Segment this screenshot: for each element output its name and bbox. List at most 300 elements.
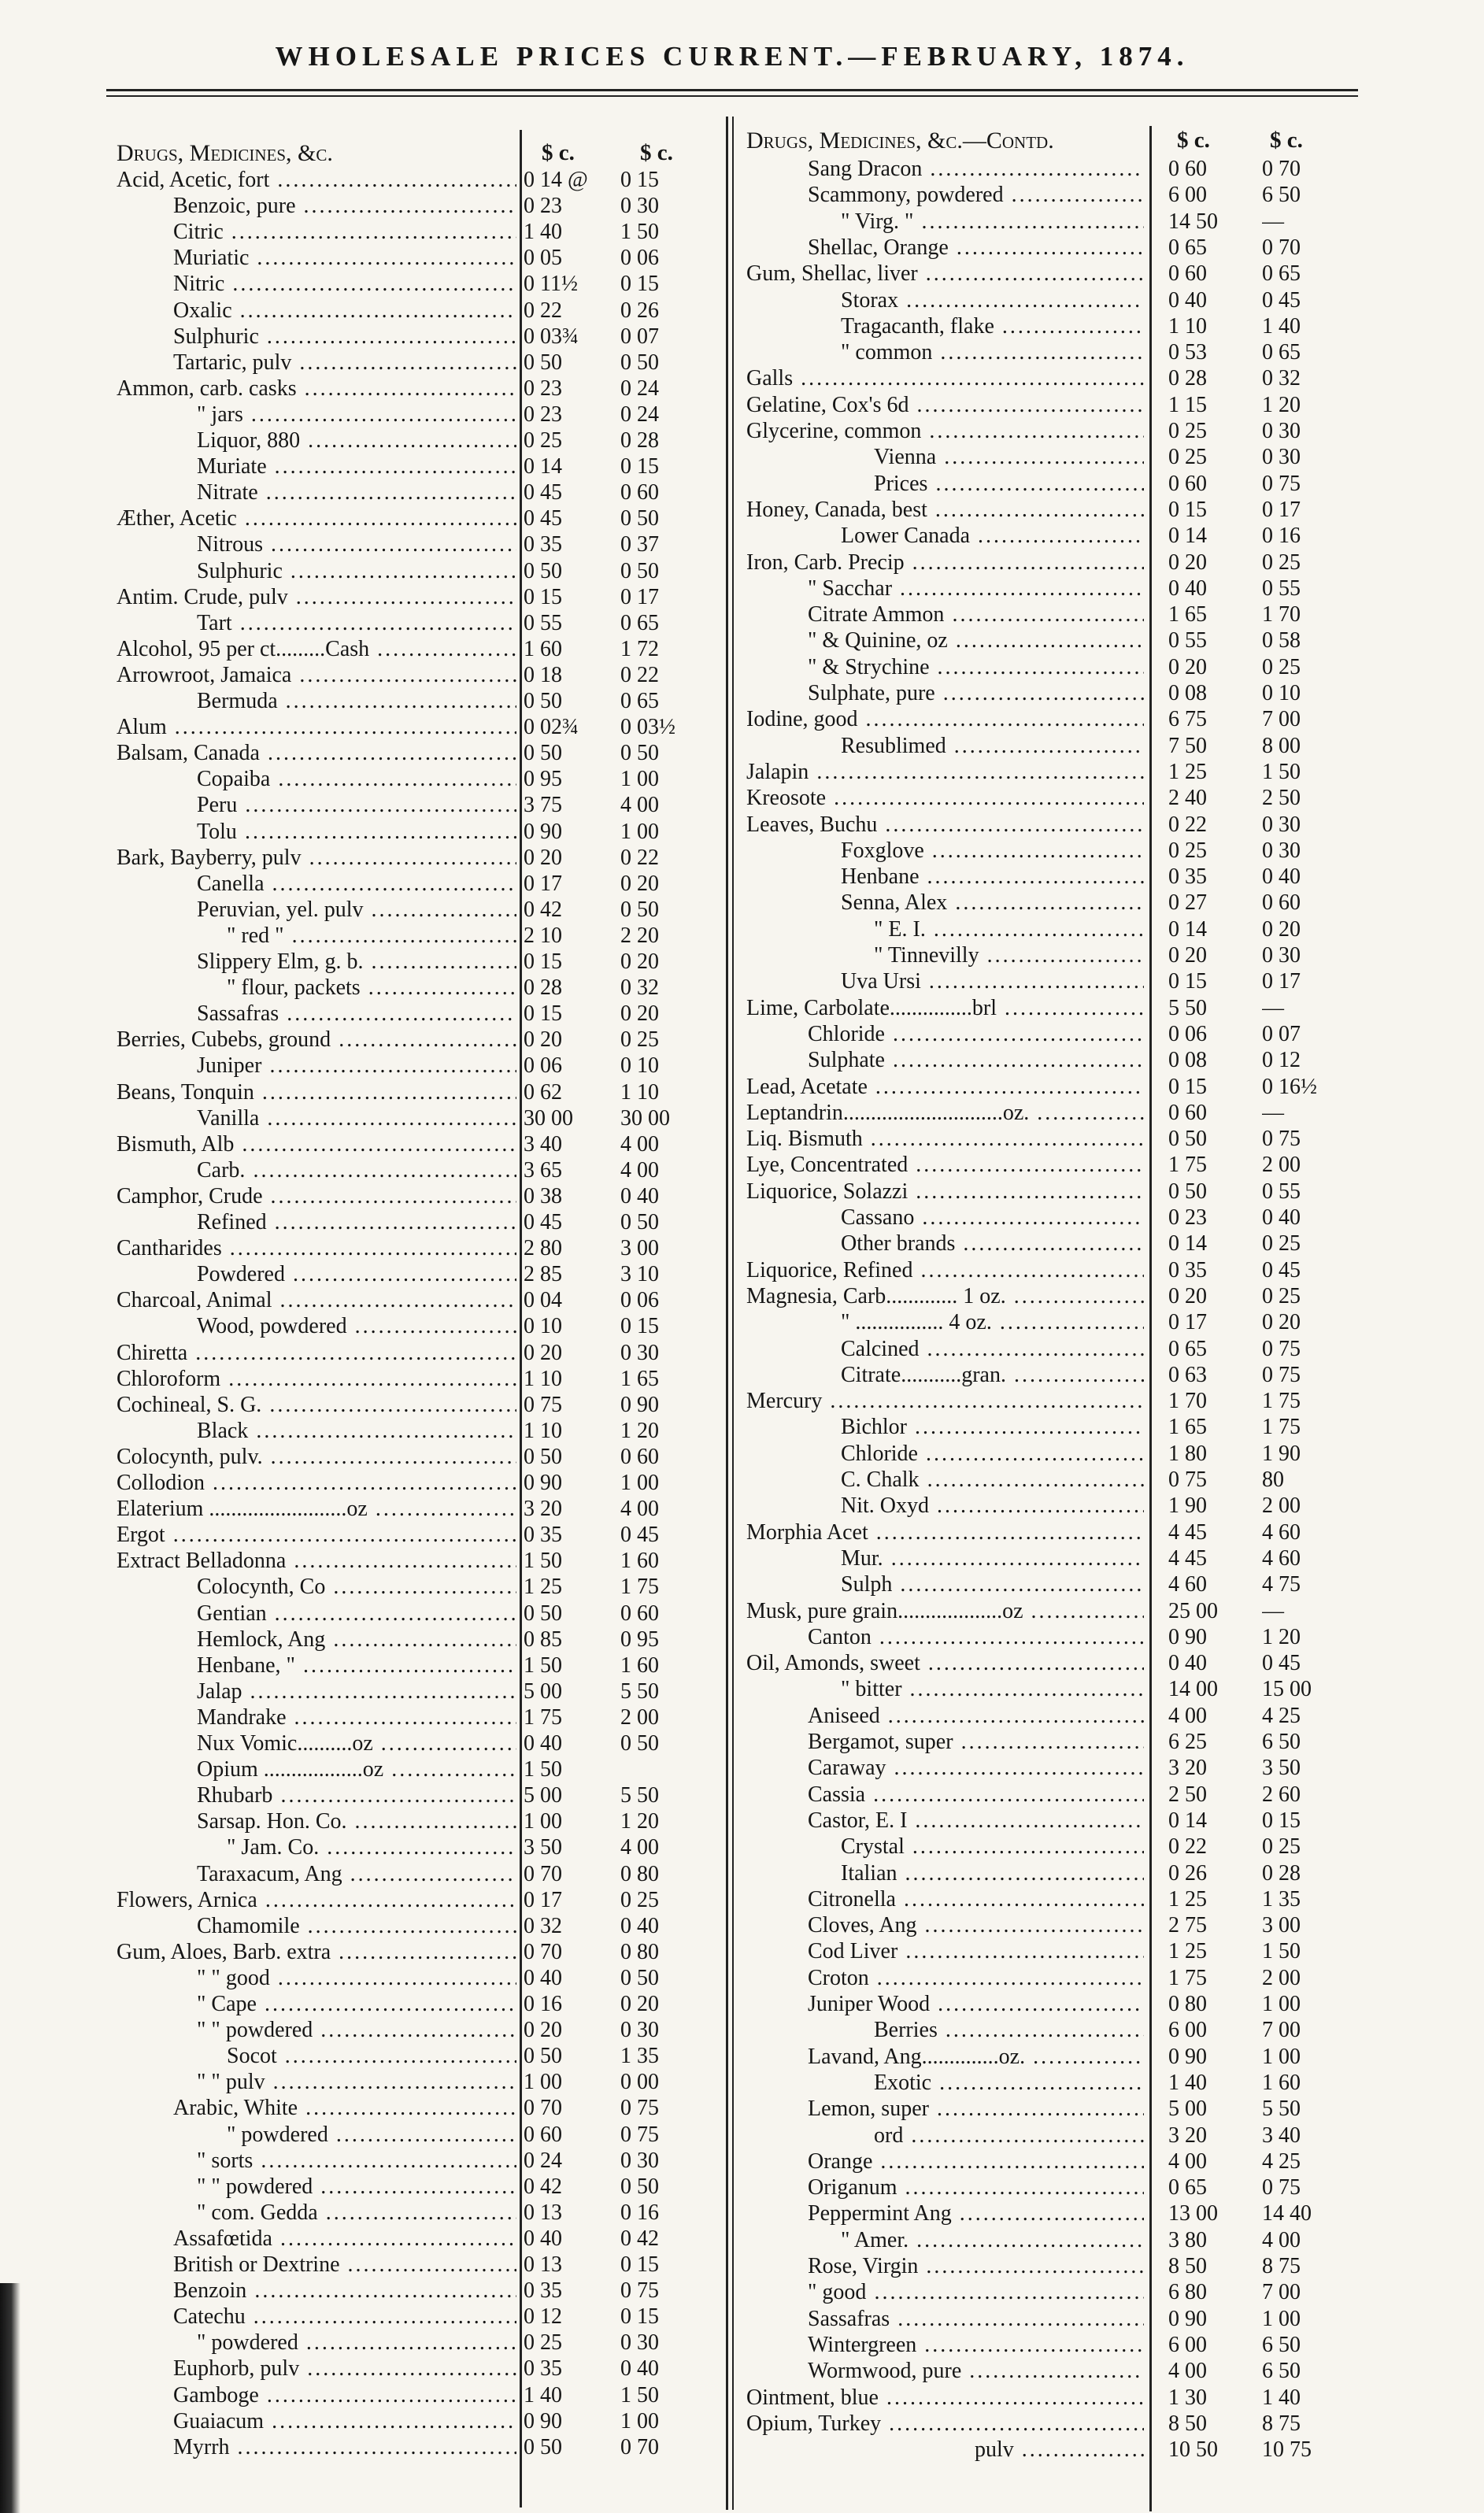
price-low: 1 75 <box>524 1704 562 1730</box>
price-row <box>746 2070 1349 2096</box>
item-name: Chiretta ..... <box>117 1340 516 1366</box>
item-name: Jalapin ..... <box>746 759 1144 785</box>
price-high: 0 28 <box>620 428 659 453</box>
price-high: 1 90 <box>1262 1441 1301 1466</box>
price-low: 0 35 <box>524 532 562 557</box>
price-row <box>746 550 1349 576</box>
price-low: 0 50 <box>524 1444 562 1469</box>
item-name: Cassia ..... <box>808 1782 1144 1808</box>
price-high: 0 40 <box>1262 1205 1301 1230</box>
item-name: Myrrh ..... <box>173 2434 516 2460</box>
price-low: 0 55 <box>1168 628 1207 653</box>
price-high: 1 70 <box>1262 602 1301 627</box>
item-name: " E. I. ..... <box>874 916 1144 942</box>
item-name: Alcohol, 95 per ct.........Cash ..... <box>117 636 516 662</box>
price-high: 1 60 <box>1262 2070 1301 2095</box>
item-name: Rhubarb ..... <box>197 1782 516 1808</box>
price-high: 0 30 <box>620 194 659 219</box>
item-name: pulv ..... <box>975 2437 1144 2463</box>
price-high: 0 30 <box>1262 943 1301 968</box>
price-high: 0 30 <box>620 1340 659 1365</box>
price-row <box>117 245 719 271</box>
item-name: Origanum ..... <box>808 2174 1144 2200</box>
price-low: 0 38 <box>524 1183 562 1208</box>
item-name: Tart ..... <box>197 610 516 636</box>
price-high: 0 30 <box>620 2330 659 2356</box>
price-low: 0 13 <box>524 2252 562 2277</box>
price-high: 0 50 <box>620 897 659 922</box>
item-name: Gentian ..... <box>197 1601 516 1627</box>
price-row <box>746 2148 1349 2174</box>
price-high: 1 50 <box>620 220 659 245</box>
price-low: 0 20 <box>1168 943 1207 968</box>
item-name: Berries ..... <box>874 2017 1144 2043</box>
item-name: Muriate ..... <box>197 453 516 479</box>
price-high: 0 50 <box>620 506 659 531</box>
price-row <box>117 1287 719 1313</box>
item-name: Rose, Virgin ..... <box>808 2253 1144 2279</box>
price-row <box>746 1598 1349 1624</box>
price-row <box>117 1105 719 1131</box>
item-name: Copaiba ..... <box>197 766 516 792</box>
item-name: Juniper ..... <box>197 1053 516 1079</box>
price-high: 0 32 <box>1262 366 1301 391</box>
price-high: 1 00 <box>1262 2044 1301 2069</box>
price-low: 3 50 <box>524 1835 562 1860</box>
price-low: 0 22 <box>1168 812 1207 837</box>
item-name: Kreosote ..... <box>746 785 1144 811</box>
price-high: 0 22 <box>620 845 659 870</box>
price-high: 0 20 <box>620 949 659 974</box>
price-low: 0 05 <box>524 246 562 271</box>
price-low: 3 20 <box>524 1497 562 1522</box>
price-row <box>117 2043 719 2069</box>
price-row <box>117 2122 719 2148</box>
price-row <box>117 558 719 584</box>
price-low: 0 90 <box>524 2408 562 2433</box>
item-name: Vanilla ..... <box>197 1105 516 1131</box>
price-row <box>117 1653 719 1678</box>
price-low: 0 16 <box>524 1992 562 2016</box>
item-name: " Virg. " ..... <box>841 209 1144 235</box>
price-high: — <box>1262 1598 1284 1623</box>
price-low: 0 35 <box>1168 864 1207 890</box>
price-high: 2 00 <box>1262 1965 1301 1990</box>
price-row <box>117 1913 719 1939</box>
item-name: Bichlor ..... <box>841 1414 1144 1440</box>
item-name: Refined ..... <box>197 1209 516 1235</box>
price-row <box>746 497 1349 523</box>
price-row <box>117 1001 719 1027</box>
price-high: 4 00 <box>620 793 659 818</box>
price-high: 30 00 <box>620 1105 670 1131</box>
price-low: 0 40 <box>1168 576 1207 601</box>
price-row <box>746 838 1349 864</box>
price-low: 4 00 <box>1168 2148 1207 2174</box>
price-low: 0 10 <box>524 1314 562 1339</box>
price-low: 6 25 <box>1168 1730 1207 1754</box>
item-name: Balsam, Canada ..... <box>117 740 516 766</box>
price-high: 6 50 <box>1262 2332 1301 2357</box>
price-low: 0 70 <box>524 1861 562 1886</box>
price-low: 0 14 <box>1168 916 1207 942</box>
price-high: 0 55 <box>1262 576 1301 601</box>
price-low: 1 65 <box>1168 602 1207 627</box>
price-low: 1 60 <box>524 636 562 661</box>
price-low: 0 13 <box>524 2200 562 2225</box>
price-high: 0 25 <box>1262 1283 1301 1308</box>
price-low: 0 17 <box>1168 1310 1207 1335</box>
price-low: 30 00 <box>524 1105 573 1131</box>
price-row <box>746 365 1349 391</box>
price-high: 1 10 <box>620 1079 659 1105</box>
price-row <box>746 156 1349 182</box>
price-low: 5 50 <box>1168 995 1207 1020</box>
price-high: 0 25 <box>620 1027 659 1053</box>
price-high: 0 70 <box>1262 235 1301 260</box>
price-low: 0 22 <box>1168 1834 1207 1860</box>
item-name: Peppermint Ang ..... <box>808 2200 1144 2226</box>
price-low: 6 00 <box>1168 2332 1207 2357</box>
price-row <box>746 785 1349 811</box>
item-name: Guaiacum ..... <box>173 2408 516 2434</box>
price-row <box>117 531 719 557</box>
price-high: 4 60 <box>1262 1545 1301 1571</box>
price-high: 1 50 <box>620 2382 659 2408</box>
item-name: Elaterium .........................oz ..... <box>117 1496 516 1522</box>
price-high: 0 30 <box>620 2148 659 2173</box>
price-high: 8 75 <box>1262 2254 1301 2278</box>
price-high: 0 30 <box>620 2018 659 2043</box>
price-row <box>746 627 1349 653</box>
item-name: Senna, Alex ..... <box>841 890 1144 916</box>
item-name: Juniper Wood ..... <box>808 1991 1144 2017</box>
price-high: 1 00 <box>620 819 659 844</box>
price-low: 1 10 <box>524 1366 562 1391</box>
price-row <box>117 2200 719 2226</box>
item-name: " Jam. Co. ..... <box>227 1834 516 1860</box>
price-high: 1 00 <box>1262 2306 1301 2331</box>
price-high: 0 60 <box>620 480 659 505</box>
price-high: 0 06 <box>620 246 659 271</box>
item-name: Collodion ..... <box>117 1470 516 1496</box>
price-row <box>746 1467 1349 1493</box>
item-name: Catechu ..... <box>173 2304 516 2330</box>
price-row <box>117 688 719 714</box>
price-low: 0 50 <box>524 689 562 713</box>
item-name: " jars ..... <box>197 402 516 427</box>
price-row <box>117 1730 719 1756</box>
item-name: Sulphuric ..... <box>173 324 516 350</box>
column-divider-rule <box>726 117 728 2510</box>
item-name: Peruvian, yel. pulv ..... <box>197 897 516 923</box>
price-high: 0 16 <box>1262 524 1301 549</box>
price-high: 0 24 <box>620 402 659 427</box>
price-row <box>746 313 1349 339</box>
price-row <box>746 1938 1349 1964</box>
price-low: 0 20 <box>524 2018 562 2043</box>
price-row <box>117 2356 719 2382</box>
item-name: Beans, Tonquin ..... <box>117 1079 516 1105</box>
price-high: 0 65 <box>620 610 659 635</box>
price-row <box>746 654 1349 680</box>
item-name: British or Dextrine ..... <box>173 2252 516 2278</box>
price-high: 2 50 <box>1262 786 1301 811</box>
price-row <box>746 418 1349 444</box>
item-name: C. Chalk ..... <box>841 1467 1144 1493</box>
price-low: 4 00 <box>1168 2359 1207 2384</box>
price-row <box>117 949 719 975</box>
item-name: " common ..... <box>841 339 1144 365</box>
price-high: 4 00 <box>620 1835 659 1860</box>
item-name: Gelatine, Cox's 6d ..... <box>746 392 1144 418</box>
price-row <box>746 261 1349 287</box>
price-low: 0 24 <box>524 2148 562 2173</box>
price-high: 1 60 <box>620 1653 659 1678</box>
item-name: Black ..... <box>197 1418 516 1444</box>
price-high: 0 70 <box>620 2434 659 2459</box>
item-name: Honey, Canada, best ..... <box>746 497 1144 523</box>
price-low: 0 23 <box>524 376 562 401</box>
price-low: 0 60 <box>1168 261 1207 287</box>
page-title: WHOLESALE PRICES CURRENT.—FEBRUARY, 1874. <box>275 41 1190 72</box>
item-name: Jalap ..... <box>197 1678 516 1704</box>
item-name: Iron, Carb. Precip ..... <box>746 550 1144 576</box>
item-name: Nitric ..... <box>173 271 516 297</box>
price-high: 0 65 <box>1262 261 1301 287</box>
price-low: 1 25 <box>1168 1886 1207 1912</box>
price-low: 0 65 <box>1168 235 1207 260</box>
item-name: Chloride ..... <box>808 1021 1144 1047</box>
item-name: Cantharides ..... <box>117 1235 516 1261</box>
price-high: 0 10 <box>620 1053 659 1079</box>
price-low: 0 50 <box>524 1601 562 1626</box>
price-row <box>117 845 719 871</box>
price-high: 0 75 <box>1262 471 1301 496</box>
item-name: Tragacanth, flake ..... <box>841 313 1144 339</box>
price-low: 0 15 <box>1168 497 1207 522</box>
price-low: 14 50 <box>1168 209 1218 234</box>
item-name: Leptandrin.............................oz. ..... <box>746 1100 1144 1126</box>
price-low: 25 00 <box>1168 1598 1218 1623</box>
price-high: 0 75 <box>1262 2175 1301 2200</box>
price-low: 0 25 <box>1168 419 1207 443</box>
price-row <box>746 2017 1349 2043</box>
price-low: 0 60 <box>1168 1100 1207 1125</box>
item-name: Croton ..... <box>808 1965 1144 1991</box>
price-row <box>117 1496 719 1522</box>
price-low: 6 00 <box>1168 2018 1207 2043</box>
price-row <box>746 1231 1349 1256</box>
price-high: 0 15 <box>620 272 659 297</box>
price-low: 0 22 <box>524 298 562 323</box>
price-high: 1 00 <box>620 1471 659 1495</box>
price-row <box>117 871 719 897</box>
price-row <box>117 923 719 949</box>
price-high: 0 03½ <box>620 715 675 740</box>
price-high: 0 20 <box>620 1001 659 1027</box>
price-high: 4 25 <box>1262 2148 1301 2174</box>
price-high: 0 24 <box>620 376 659 401</box>
price-high: 4 00 <box>620 1131 659 1157</box>
item-name: Socot ..... <box>227 2043 516 2069</box>
item-name: Peru ..... <box>197 792 516 818</box>
price-high: 1 75 <box>620 1575 659 1600</box>
price-row <box>746 1362 1349 1388</box>
price-low: 0 20 <box>524 845 562 870</box>
price-low: 0 11½ <box>524 272 578 297</box>
item-name: " " powdered ..... <box>197 2017 516 2043</box>
price-row <box>117 1444 719 1470</box>
price-row <box>117 2226 719 2252</box>
price-high: 1 75 <box>1262 1389 1301 1414</box>
price-low: 1 50 <box>524 1549 562 1574</box>
item-name: Magnesia, Carb............. 1 oz. ..... <box>746 1283 1144 1309</box>
item-name: Cod Liver ..... <box>808 1938 1144 1964</box>
price-low: 0 42 <box>524 897 562 922</box>
price-high: 8 00 <box>1262 733 1301 758</box>
price-low: 0 90 <box>1168 1624 1207 1649</box>
price-high: 0 15 <box>1262 1808 1301 1833</box>
price-row <box>746 995 1349 1021</box>
item-name: Bermuda ..... <box>197 688 516 714</box>
item-name: Colocynth, pulv. ..... <box>117 1444 516 1470</box>
price-row <box>117 2148 719 2174</box>
price-row <box>746 1047 1349 1073</box>
price-low: 0 35 <box>1168 1257 1207 1282</box>
price-row <box>117 1939 719 1965</box>
price-row <box>746 2385 1349 2411</box>
price-row <box>746 2332 1349 2358</box>
item-name: Mandrake ..... <box>197 1704 516 1730</box>
item-name: Nitrous ..... <box>197 531 516 557</box>
price-high: 7 00 <box>1262 707 1301 732</box>
price-row <box>746 2358 1349 2384</box>
price-row <box>746 1441 1349 1467</box>
price-low: 0 23 <box>524 194 562 219</box>
price-row <box>117 1808 719 1834</box>
price-high: 3 00 <box>620 1236 659 1261</box>
item-name: Wood, powdered ..... <box>197 1313 516 1339</box>
item-name: Nux Vomic..........oz ..... <box>197 1730 516 1756</box>
price-row <box>746 890 1349 916</box>
price-row <box>117 376 719 402</box>
item-name: Mur. ..... <box>841 1545 1144 1571</box>
price-low: 0 15 <box>1168 1074 1207 1099</box>
price-low: 0 60 <box>1168 157 1207 181</box>
price-row <box>117 1079 719 1105</box>
price-high: 0 90 <box>620 1392 659 1417</box>
price-row <box>117 324 719 350</box>
price-row <box>117 1782 719 1808</box>
price-high: 0 30 <box>1262 445 1301 470</box>
item-name: Mercury ..... <box>746 1388 1144 1414</box>
item-name: Liquor, 880 ..... <box>197 427 516 453</box>
price-row <box>117 662 719 688</box>
price-low: 0 02¾ <box>524 715 579 740</box>
price-row <box>746 2044 1349 2070</box>
price-high: 1 72 <box>620 636 659 661</box>
price-low: 0 03¾ <box>524 324 579 349</box>
left-currency-header-1: $ c. <box>542 140 575 165</box>
item-name: Lime, Carbolate...............brl ..... <box>746 995 1144 1021</box>
item-name: ord ..... <box>874 2123 1144 2148</box>
item-name: Liquorice, Refined ..... <box>746 1257 1144 1283</box>
price-row <box>746 339 1349 365</box>
price-low: 0 85 <box>524 1627 562 1652</box>
price-low: 0 90 <box>1168 2044 1207 2069</box>
price-high: 0 28 <box>1262 1860 1301 1886</box>
price-row <box>746 2279 1349 2305</box>
item-name: Charcoal, Animal ..... <box>117 1287 516 1313</box>
price-low: 0 62 <box>524 1079 562 1105</box>
price-high: 2 60 <box>1262 1782 1301 1807</box>
item-name: Nitrate ..... <box>197 479 516 505</box>
price-low: 1 75 <box>1168 1153 1207 1178</box>
price-row <box>117 271 719 297</box>
price-low: 0 14 <box>1168 1808 1207 1833</box>
price-row <box>746 1283 1349 1309</box>
price-row <box>746 1074 1349 1100</box>
price-row <box>746 209 1349 235</box>
price-row <box>117 2252 719 2278</box>
item-name: Opium, Turkey ..... <box>746 2411 1144 2437</box>
price-low: 2 40 <box>1168 786 1207 811</box>
price-row <box>746 1782 1349 1808</box>
price-low: 0 35 <box>524 2278 562 2304</box>
price-low: 0 40 <box>1168 1651 1207 1676</box>
price-low: 1 25 <box>1168 1939 1207 1964</box>
price-low: 0 15 <box>1168 969 1207 994</box>
item-name: Taraxacum, Ang ..... <box>197 1861 516 1887</box>
price-low: 0 17 <box>524 1887 562 1912</box>
price-low: 0 50 <box>524 350 562 375</box>
price-row <box>117 1340 719 1366</box>
price-low: 0 45 <box>524 1210 562 1234</box>
price-high: 0 45 <box>1262 1651 1301 1676</box>
item-name: Resublimed ..... <box>841 733 1144 759</box>
item-name: Scammony, powdered ..... <box>808 182 1144 208</box>
item-name: Glycerine, common ..... <box>746 418 1144 444</box>
price-row <box>746 1257 1349 1283</box>
price-row <box>117 2095 719 2121</box>
price-high: 6 50 <box>1262 183 1301 208</box>
price-low: 0 35 <box>524 2356 562 2382</box>
price-high: 0 40 <box>620 2356 659 2382</box>
item-name: Calcined ..... <box>841 1336 1144 1362</box>
price-low: 0 70 <box>524 1939 562 1964</box>
price-low: 0 25 <box>524 428 562 453</box>
price-low: 0 27 <box>1168 890 1207 916</box>
price-high: 0 65 <box>1262 340 1301 365</box>
price-high: 4 00 <box>620 1157 659 1182</box>
price-high: 0 65 <box>620 689 659 713</box>
price-low: 1 40 <box>524 220 562 245</box>
item-name: Lemon, super ..... <box>808 2096 1144 2122</box>
item-name: " Cape ..... <box>197 1991 516 2017</box>
price-high: 0 75 <box>620 2278 659 2304</box>
price-high: 0 22 <box>620 662 659 687</box>
item-name: Alum ..... <box>117 714 516 740</box>
price-low: 3 75 <box>524 793 562 818</box>
price-low: 0 14 <box>1168 524 1207 549</box>
item-name: Orange ..... <box>808 2148 1144 2174</box>
item-name: " sorts ..... <box>197 2148 516 2174</box>
item-name: Ergot ..... <box>117 1522 516 1548</box>
price-row <box>746 1388 1349 1414</box>
price-high: 0 25 <box>1262 1231 1301 1256</box>
price-high: 4 00 <box>1262 2227 1301 2252</box>
